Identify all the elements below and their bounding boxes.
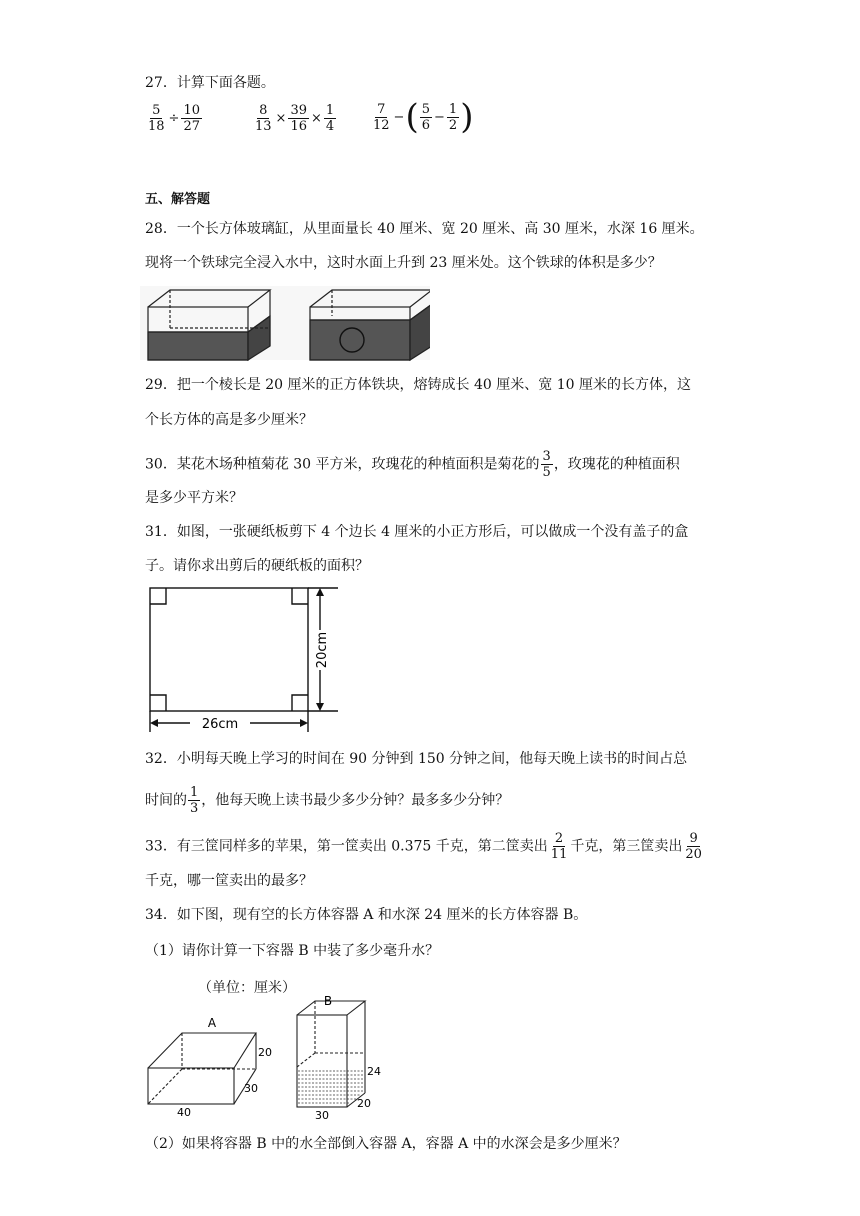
cardboard-rect xyxy=(150,588,308,711)
fraction: $\frac{1}{2}$ xyxy=(448,101,458,133)
fraction: $\frac{2}{11}$ xyxy=(550,831,568,862)
q32-line-2: 时间的 $\frac{1}{3}$ ，他每天晚上读书最少多少分钟？最多多少分钟？ xyxy=(145,785,510,816)
q29-line-1: 29．把一个棱长是 20 厘米的正方体铁块，熔铸成长 40 厘米、宽 10 厘米的长方体，这 xyxy=(145,377,691,393)
container-b-label: B xyxy=(323,995,333,1008)
water-lines xyxy=(298,1071,363,1103)
q27-expression-3: $\frac{7}{12}$ −( $\frac{5}{6}$ − $\frac{1}{2}$ ) xyxy=(373,97,474,137)
q27-expression-1: $\frac{5}{18}$ ÷ $\frac{10}{27}$ xyxy=(148,103,200,134)
fraction: $\frac{1}{4}$ xyxy=(325,103,335,134)
q33-line-1: 33．有三筐同样多的苹果，第一筐卖出 0.375 千克，第二筐卖出 $\frac{2}{11}$ 千克，第三筐卖出 $\frac{9}{20}$ xyxy=(145,831,702,862)
q28-tank-figure xyxy=(140,280,430,366)
section-heading: 五、解答题 xyxy=(145,192,211,207)
fraction: $\frac{3}{5}$ xyxy=(542,449,551,480)
fraction: $\frac{1}{3}$ xyxy=(190,785,199,816)
fraction: $\frac{9}{20}$ xyxy=(685,831,702,862)
container-b-length: 30 xyxy=(315,1109,329,1120)
q31-line-1: 31．如图，一张硬纸板剪下 4 个边长 4 厘米的小正方形后，可以做成一个没有盖子的盒 xyxy=(145,524,689,540)
fraction: $\frac{7}{12}$ xyxy=(373,101,390,133)
q31-cardboard-figure xyxy=(140,582,350,740)
width-label: 26cm xyxy=(201,717,239,732)
fraction: $\frac{8}{13}$ xyxy=(255,103,272,134)
q31-line-2: 子。请你求出剪后的硬纸板的面积？ xyxy=(145,558,369,574)
right-paren: ) xyxy=(460,97,474,137)
q32-line-1: 32．小明每天晚上学习的时间在 90 分钟到 150 分钟之间，他每天晚上读书的时间占总 xyxy=(145,751,688,767)
q28-line-1: 28．一个长方体玻璃缸，从里面量长 40 厘米、宽 20 厘米、高 30 厘米，水深 16 厘米。 xyxy=(145,221,704,237)
left-paren: ( xyxy=(405,97,419,137)
container-a-height: 20 xyxy=(258,1046,272,1059)
container-a-length: 40 xyxy=(177,1106,191,1119)
q30-line-2: 是多少平方米？ xyxy=(145,490,243,506)
container-a-label: A xyxy=(207,1016,217,1030)
container-b-water-depth: 24 xyxy=(367,1065,381,1078)
fraction: $\frac{39}{16}$ xyxy=(290,103,307,134)
container-b-width: 20 xyxy=(357,1097,371,1110)
fraction: $\frac{5}{6}$ xyxy=(421,101,430,133)
q27-title: 27．计算下面各题。 xyxy=(145,75,275,91)
q29-line-2: 个长方体的高是多少厘米？ xyxy=(145,412,313,428)
q34-line-1: 34．如下图，现有空的长方体容器 A 和水深 24 厘米的长方体容器 B。 xyxy=(145,907,588,923)
q34-sub-1: （1）请你计算一下容器 B 中装了多少毫升水？ xyxy=(145,943,440,959)
q30-line-1: 30．某花木场种植菊花 30 平方米，玫瑰花的种植面积是菊花的 $\frac{3}{5}$ ，玫瑰花的种植面积 xyxy=(145,449,680,480)
container-a xyxy=(148,1033,256,1104)
q28-line-2: 现将一个铁球完全浸入水中，这时水面上升到 23 厘米处。这个铁球的体积是多少？ xyxy=(145,255,662,271)
q34-sub-2: （2）如果将容器 B 中的水全部倒入容器 A，容器 A 中的水深会是多少厘米？ xyxy=(145,1136,627,1152)
height-label: 20cm xyxy=(315,631,330,669)
fraction: $\frac{5}{18}$ xyxy=(148,103,165,134)
q34-containers-figure xyxy=(140,995,390,1120)
container-a-width: 30 xyxy=(244,1082,258,1095)
fraction: $\frac{10}{27}$ xyxy=(183,103,200,134)
q27-expression-2: $\frac{8}{13}$ × $\frac{39}{16}$ × $\frac{1}{4}$ xyxy=(255,103,335,134)
unit-label: （单位：厘米） xyxy=(198,980,296,996)
q33-line-2: 千克，哪一筐卖出的最多？ xyxy=(145,873,313,889)
